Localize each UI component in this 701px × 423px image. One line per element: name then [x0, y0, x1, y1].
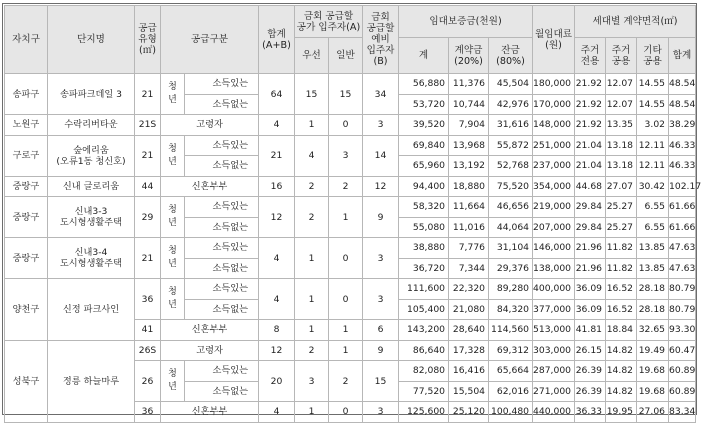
deposit-cell: 111,600 [399, 279, 449, 300]
header-balance-text: 잔금 (80%) [496, 44, 525, 67]
down-cell: 7,776 [449, 238, 489, 259]
area-sum-cell: 93.30 [669, 320, 696, 341]
area-private-cell: 21.92 [575, 94, 606, 115]
type-cell: 44 [135, 176, 161, 197]
type-cell: 26S [135, 340, 161, 361]
complex-text: 신내3-3 도시형생활주택 [59, 206, 123, 228]
balance-cell: 84,320 [489, 299, 533, 320]
reserve-cell: 14 [363, 135, 399, 176]
area-common-cell: 13.35 [606, 115, 637, 136]
category-cell: 신혼부부 [161, 402, 259, 423]
area-common-cell: 19.95 [606, 402, 637, 423]
area-common-cell: 27.07 [606, 176, 637, 197]
rent-cell: 251,000 [533, 135, 575, 156]
area-common-cell: 11.82 [606, 258, 637, 279]
area-other-cell: 13.85 [637, 258, 669, 279]
category-cell: 소득있는 [185, 361, 259, 382]
rent-cell: 440,000 [533, 402, 575, 423]
rent-cell: 180,000 [533, 74, 575, 95]
total-cell: 4 [259, 402, 295, 423]
rent-cell: 207,000 [533, 217, 575, 238]
area-private-cell: 44.68 [575, 176, 606, 197]
category-cell: 고령자 [161, 340, 259, 361]
complex-cell: 수락리버타운 [48, 115, 135, 136]
down-cell: 11,376 [449, 74, 489, 95]
header-area-sum: 합계 [669, 38, 696, 74]
priority-cell: 3 [295, 361, 329, 402]
youth-label [161, 279, 185, 320]
total-cell: 12 [259, 197, 295, 238]
type-cell: 36 [135, 279, 161, 320]
priority-cell: 1 [295, 238, 329, 279]
rent-cell: 287,000 [533, 361, 575, 382]
general-cell: 1 [329, 197, 363, 238]
youth-label [161, 197, 185, 238]
general-cell: 2 [329, 361, 363, 402]
area-private-cell: 26.39 [575, 361, 606, 382]
reserve-cell: 3 [363, 238, 399, 279]
header-supply-type [135, 6, 161, 74]
header-reserve-b [363, 6, 399, 74]
reserve-cell: 9 [363, 340, 399, 361]
down-cell: 16,416 [449, 361, 489, 382]
total-cell: 4 [259, 238, 295, 279]
type-cell: 41 [135, 320, 161, 341]
rent-cell: 303,000 [533, 340, 575, 361]
balance-cell: 44,064 [489, 217, 533, 238]
header-deposit-total: 계 [399, 38, 449, 74]
type-cell: 21 [135, 135, 161, 176]
area-common-cell: 16.52 [606, 279, 637, 300]
header-district: 자치구 [5, 6, 48, 74]
down-cell: 18,880 [449, 176, 489, 197]
table-row [5, 74, 696, 95]
deposit-cell: 39,520 [399, 115, 449, 136]
district-cell: 중랑구 [5, 238, 48, 279]
area-other-cell: 12.11 [637, 156, 669, 177]
priority-cell: 1 [295, 320, 329, 341]
area-other-cell: 28.18 [637, 279, 669, 300]
category-cell: 소득없는 [185, 258, 259, 279]
balance-cell: 42,976 [489, 94, 533, 115]
area-other-cell: 12.11 [637, 135, 669, 156]
area-sum-cell: 60.89 [669, 381, 696, 402]
area-sum-cell: 48.54 [669, 94, 696, 115]
area-private-cell: 21.96 [575, 238, 606, 259]
complex-cell: 정릉 하늘마루 [48, 340, 135, 422]
header-tenant-a-text: 금회 공급할 공가 입주자(A) [296, 10, 361, 33]
reserve-cell: 34 [363, 74, 399, 115]
youth-label [161, 238, 185, 279]
area-other-cell: 19.49 [637, 340, 669, 361]
category-cell: 소득없는 [185, 299, 259, 320]
header-deposit: 임대보증금(천원) [399, 6, 533, 38]
area-sum-cell: 47.63 [669, 258, 696, 279]
down-cell: 28,640 [449, 320, 489, 341]
area-other-cell: 6.55 [637, 217, 669, 238]
header-supply-category: 공급구분 [161, 6, 259, 74]
area-sum-cell: 60.89 [669, 361, 696, 382]
down-cell: 7,344 [449, 258, 489, 279]
category-cell: 소득있는 [185, 197, 259, 218]
complex-cell: 신내 글로리움 [48, 176, 135, 197]
reserve-cell: 15 [363, 361, 399, 402]
area-private-cell: 21.04 [575, 135, 606, 156]
deposit-cell: 86,640 [399, 340, 449, 361]
deposit-cell: 65,960 [399, 156, 449, 177]
district-cell: 성북구 [5, 340, 48, 422]
area-private-cell: 41.81 [575, 320, 606, 341]
category-cell: 소득없는 [185, 94, 259, 115]
area-other-cell: 14.55 [637, 74, 669, 95]
header-complex: 단지명 [48, 6, 135, 74]
type-cell: 36 [135, 402, 161, 423]
priority-cell: 15 [295, 74, 329, 115]
area-common-cell: 16.52 [606, 299, 637, 320]
category-cell: 소득있는 [185, 279, 259, 300]
priority-cell: 1 [295, 279, 329, 320]
district-cell: 중랑구 [5, 176, 48, 197]
area-common-cell: 12.07 [606, 94, 637, 115]
general-cell: 15 [329, 74, 363, 115]
reserve-cell: 3 [363, 402, 399, 423]
youth-text: 청 년 [168, 82, 177, 105]
total-cell: 20 [259, 361, 295, 402]
area-other-cell: 32.65 [637, 320, 669, 341]
rent-cell: 377,000 [533, 299, 575, 320]
header-area-private-text: 주거 전용 [580, 44, 600, 67]
area-common-cell: 13.18 [606, 156, 637, 177]
priority-cell: 2 [295, 176, 329, 197]
area-other-cell: 19.68 [637, 381, 669, 402]
general-cell: 0 [329, 402, 363, 423]
balance-cell: 69,312 [489, 340, 533, 361]
general-cell: 0 [329, 115, 363, 136]
reserve-cell: 3 [363, 279, 399, 320]
complex-cell [48, 197, 135, 238]
deposit-cell: 55,080 [399, 217, 449, 238]
youth-text: 청 년 [168, 246, 177, 269]
rent-cell: 400,000 [533, 279, 575, 300]
reserve-cell: 9 [363, 197, 399, 238]
area-other-cell: 30.42 [637, 176, 669, 197]
category-cell: 신혼부부 [161, 320, 259, 341]
area-other-cell: 19.68 [637, 361, 669, 382]
area-sum-cell: 61.66 [669, 197, 696, 218]
district-cell: 양천구 [5, 279, 48, 341]
total-cell: 8 [259, 320, 295, 341]
complex-text: 숲에리움 (오류1동 청신호) [56, 144, 126, 167]
rent-cell: 148,000 [533, 115, 575, 136]
balance-cell: 89,280 [489, 279, 533, 300]
area-sum-cell: 80.79 [669, 279, 696, 300]
area-private-cell: 26.39 [575, 381, 606, 402]
complex-cell: 신정 파크사인 [48, 279, 135, 341]
down-cell: 15,504 [449, 381, 489, 402]
area-common-cell: 14.82 [606, 340, 637, 361]
type-cell: 21S [135, 115, 161, 136]
area-private-cell: 26.15 [575, 340, 606, 361]
area-other-cell: 14.55 [637, 94, 669, 115]
total-cell: 21 [259, 135, 295, 176]
general-cell: 2 [329, 176, 363, 197]
type-cell: 29 [135, 197, 161, 238]
category-cell: 소득없는 [185, 156, 259, 177]
area-common-cell: 14.82 [606, 381, 637, 402]
category-cell: 고령자 [161, 115, 259, 136]
general-cell: 0 [329, 279, 363, 320]
rent-cell: 271,000 [533, 381, 575, 402]
header-area-other [637, 38, 669, 74]
general-cell: 1 [329, 320, 363, 341]
rental-supply-table [4, 5, 701, 423]
rent-cell: 237,000 [533, 156, 575, 177]
deposit-cell: 143,200 [399, 320, 449, 341]
down-cell: 13,192 [449, 156, 489, 177]
deposit-cell: 69,840 [399, 135, 449, 156]
priority-cell: 1 [295, 115, 329, 136]
area-sum-cell: 83.34 [669, 402, 696, 423]
down-cell: 10,744 [449, 94, 489, 115]
balance-cell: 52,768 [489, 156, 533, 177]
balance-cell: 31,616 [489, 115, 533, 136]
area-sum-cell: 46.33 [669, 156, 696, 177]
header-monthly-rent [533, 6, 575, 74]
rent-cell: 146,000 [533, 238, 575, 259]
category-cell: 소득있는 [185, 74, 259, 95]
area-sum-cell: 48.54 [669, 74, 696, 95]
area-common-cell: 14.82 [606, 361, 637, 382]
district-cell: 송파구 [5, 74, 48, 115]
youth-label [161, 135, 185, 176]
district-cell: 노원구 [5, 115, 48, 136]
deposit-cell: 53,720 [399, 94, 449, 115]
header-total [259, 6, 295, 74]
header-monthly-rent-text: 월임대료 (원) [534, 28, 573, 51]
youth-label [161, 74, 185, 115]
area-common-cell: 12.07 [606, 74, 637, 95]
header-supply-type-text: 공급 유형 (㎡) [138, 23, 157, 56]
youth-text: 청 년 [168, 369, 177, 392]
balance-cell: 55,872 [489, 135, 533, 156]
balance-cell: 100,480 [489, 402, 533, 423]
balance-cell: 65,664 [489, 361, 533, 382]
priority-cell: 4 [295, 135, 329, 176]
category-cell: 소득없는 [185, 381, 259, 402]
area-sum-cell: 47.63 [669, 238, 696, 259]
area-sum-cell: 80.79 [669, 299, 696, 320]
reserve-cell: 12 [363, 176, 399, 197]
total-cell: 64 [259, 74, 295, 115]
area-other-cell: 13.85 [637, 238, 669, 259]
type-cell: 21 [135, 74, 161, 115]
area-other-cell: 3.02 [637, 115, 669, 136]
balance-cell: 31,104 [489, 238, 533, 259]
youth-text: 청 년 [168, 205, 177, 228]
total-cell: 16 [259, 176, 295, 197]
down-cell: 21,080 [449, 299, 489, 320]
table-row [5, 340, 696, 361]
deposit-cell: 105,400 [399, 299, 449, 320]
district-cell: 구로구 [5, 135, 48, 176]
deposit-cell: 125,600 [399, 402, 449, 423]
down-cell: 25,120 [449, 402, 489, 423]
header-area: 세대별 계약면적(㎡) [575, 6, 696, 38]
deposit-cell: 77,520 [399, 381, 449, 402]
area-private-cell: 21.04 [575, 156, 606, 177]
header-general: 일반 [329, 38, 363, 74]
balance-cell: 114,560 [489, 320, 533, 341]
header-area-private [575, 38, 606, 74]
balance-cell: 75,520 [489, 176, 533, 197]
category-cell: 소득있는 [185, 238, 259, 259]
area-other-cell: 27.06 [637, 402, 669, 423]
area-sum-cell: 102.17 [669, 176, 696, 197]
header-area-other-text: 기타 공용 [643, 44, 662, 67]
district-cell: 중랑구 [5, 197, 48, 238]
area-sum-cell: 38.29 [669, 115, 696, 136]
total-cell: 12 [259, 340, 295, 361]
area-sum-cell: 46.33 [669, 135, 696, 156]
header-reserve-b-text: 금회 공급할 예비 입주자(B) [366, 12, 395, 67]
general-cell: 3 [329, 135, 363, 176]
youth-text: 청 년 [168, 143, 177, 167]
area-private-cell: 29.84 [575, 217, 606, 238]
general-cell: 0 [329, 238, 363, 279]
rent-cell: 170,000 [533, 94, 575, 115]
deposit-cell: 58,320 [399, 197, 449, 218]
table-row [5, 135, 696, 156]
deposit-cell: 82,080 [399, 361, 449, 382]
deposit-cell: 38,880 [399, 238, 449, 259]
area-other-cell: 6.55 [637, 197, 669, 218]
area-other-cell: 28.18 [637, 299, 669, 320]
type-cell: 26 [135, 361, 161, 402]
table-row [5, 238, 696, 259]
youth-text: 청 년 [168, 287, 177, 310]
down-cell: 13,968 [449, 135, 489, 156]
table-row [5, 197, 696, 218]
down-cell: 11,016 [449, 217, 489, 238]
complex-cell [48, 135, 135, 176]
rent-cell: 354,000 [533, 176, 575, 197]
header-down-payment-text: 계약금 (20%) [454, 44, 483, 67]
youth-label [161, 361, 185, 402]
reserve-cell: 6 [363, 320, 399, 341]
complex-cell [48, 238, 135, 279]
category-cell: 신혼부부 [161, 176, 259, 197]
complex-text: 신내3-4 도시형생활주택 [59, 247, 123, 269]
area-common-cell: 13.18 [606, 135, 637, 156]
header-down-payment [449, 38, 489, 74]
header-priority: 우선 [295, 38, 329, 74]
header-balance [489, 38, 533, 74]
area-private-cell: 36.09 [575, 299, 606, 320]
area-private-cell: 29.84 [575, 197, 606, 218]
balance-cell: 46,656 [489, 197, 533, 218]
down-cell: 11,664 [449, 197, 489, 218]
area-private-cell: 36.09 [575, 279, 606, 300]
balance-cell: 62,016 [489, 381, 533, 402]
rent-cell: 513,000 [533, 320, 575, 341]
header-tenant-a [295, 6, 363, 38]
category-cell: 소득있는 [185, 135, 259, 156]
area-common-cell: 25.27 [606, 197, 637, 218]
table-row [5, 176, 696, 197]
area-common-cell: 25.27 [606, 217, 637, 238]
down-cell: 7,904 [449, 115, 489, 136]
priority-cell: 2 [295, 340, 329, 361]
down-cell: 17,328 [449, 340, 489, 361]
complex-cell: 송파파크데일 3 [48, 74, 135, 115]
rent-cell: 219,000 [533, 197, 575, 218]
general-cell: 1 [329, 340, 363, 361]
balance-cell: 29,376 [489, 258, 533, 279]
header-area-common [606, 38, 637, 74]
deposit-cell: 94,400 [399, 176, 449, 197]
balance-cell: 45,504 [489, 74, 533, 95]
header-total-text: 합계 (A+B) [262, 28, 291, 51]
deposit-cell: 36,720 [399, 258, 449, 279]
header-area-common-text: 주거 공용 [611, 44, 631, 67]
total-cell: 4 [259, 115, 295, 136]
area-sum-cell: 60.47 [669, 340, 696, 361]
priority-cell: 2 [295, 197, 329, 238]
area-private-cell: 21.92 [575, 74, 606, 95]
rent-cell: 138,000 [533, 258, 575, 279]
priority-cell: 1 [295, 402, 329, 423]
area-common-cell: 18.84 [606, 320, 637, 341]
category-cell: 소득없는 [185, 217, 259, 238]
deposit-cell: 56,880 [399, 74, 449, 95]
area-private-cell: 21.92 [575, 115, 606, 136]
area-common-cell: 11.82 [606, 238, 637, 259]
table-row [5, 115, 696, 136]
type-cell: 21 [135, 238, 161, 279]
area-sum-cell: 61.66 [669, 217, 696, 238]
area-private-cell: 36.33 [575, 402, 606, 423]
total-cell: 4 [259, 279, 295, 320]
area-private-cell: 21.96 [575, 258, 606, 279]
down-cell: 22,320 [449, 279, 489, 300]
table-row [5, 279, 696, 300]
reserve-cell: 3 [363, 115, 399, 136]
